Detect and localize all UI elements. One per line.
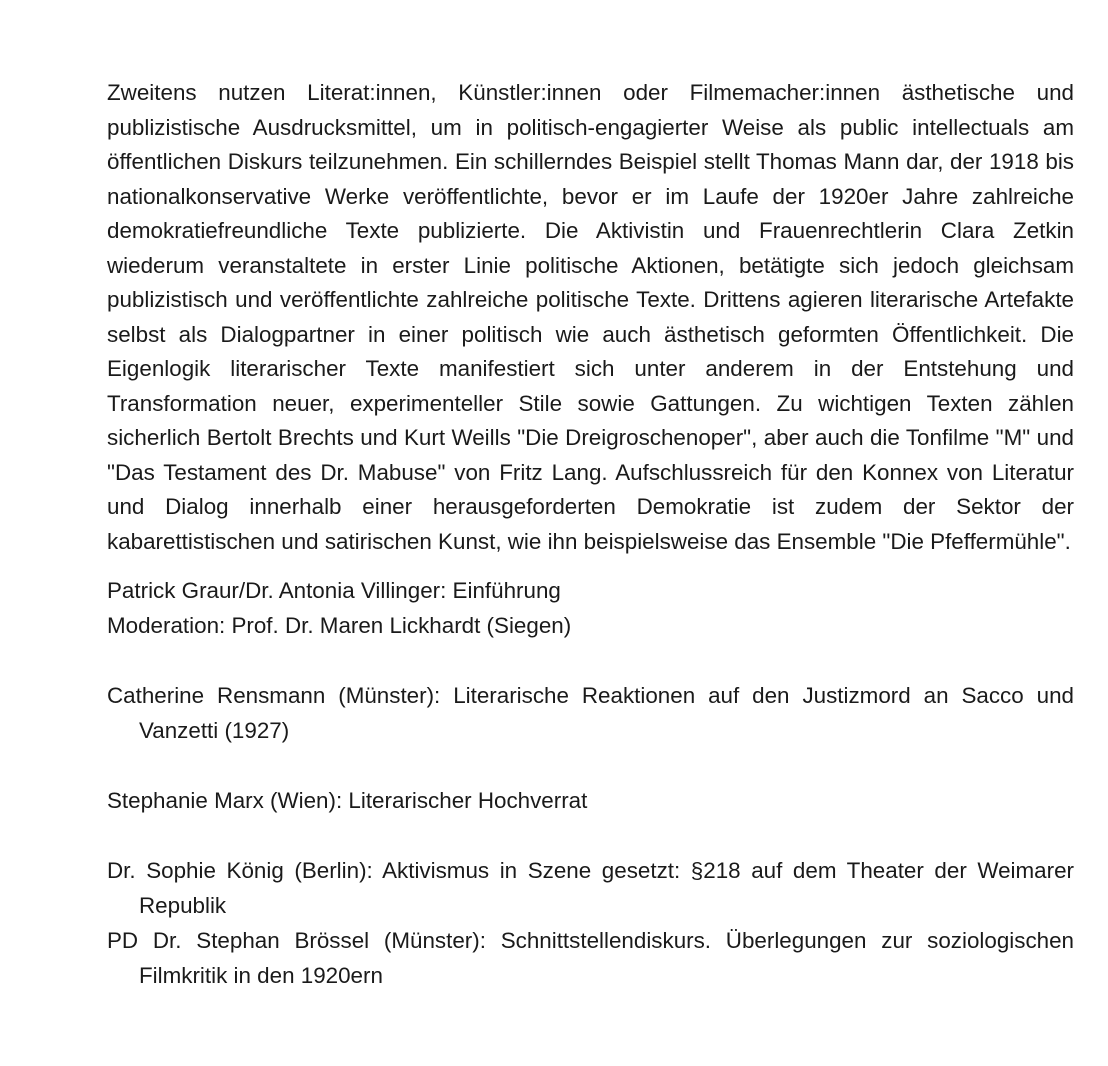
session-meta [107, 573, 1074, 643]
talk-item: Dr. Sophie König (Berlin): Aktivismus in Szene gesetzt: §218 auf dem Theater der Weimarer Republik [107, 858, 1074, 918]
intro-paragraph: Zweitens nutzen Literat:innen, Künstler:innen oder Filmemacher:innen ästhetische und publizistische Ausdrucksmittel, um in politisch-engagierter Weise als public intellectuals am öffentlichen Diskurs teilzunehmen. Ein schillerndes Beispiel stellt Thomas Mann dar, der 1918 bis nationalkonservative Werke veröffentlichte, bevor er im Laufe der 1920er Jahre zahlreiche demokratiefreundliche Texte publizierte. Die Aktivistin und Frauenrechtlerin Clara Zetkin wiederum veranstaltete in erster Linie politische Aktionen, betätigte sich jedoch gleichsam publizistisch und veröffentlichte zahlreiche politische Texte. Drittens agieren literarische Artefakte selbst als Dialogpartner in einer politisch wie auch ästhetisch geformten Öffentlichkeit. Die Eigenlogik literarischer Texte manifestiert sich unter anderem in der Entstehung und Transformation neuer, experimenteller Stile sowie Gattungen. Zu wichtigen Texten zählen sicherlich Bertolt Brechts und Kurt Weills "Die Dreigroschenoper", aber auch die Tonfilme "M" und "Das Testament des Dr. Mabuse" von Fritz Lang. Aufschlussreich für den Konnex von Literatur und Dialog innerhalb einer herausgeforderten Demokratie ist zudem der Sektor der kabarettistischen und satirischen Kunst, wie ihn beispielsweise das Ensemble "Die Pfeffermühle". [107, 80, 1074, 554]
introduction-line: Patrick Graur/Dr. Antonia Villinger: Einführung [107, 578, 561, 603]
talk-item: PD Dr. Stephan Brössel (Münster): Schnittstellendiskurs. Überlegungen zur soziologischen Filmkritik in den 1920ern [107, 928, 1074, 988]
talk-item: Stephanie Marx (Wien): Literarischer Hochverrat [107, 788, 588, 813]
moderation-line: Moderation: Prof. Dr. Maren Lickhardt (Siegen) [107, 613, 572, 638]
talk-list [107, 678, 1074, 993]
document-page [107, 76, 1074, 993]
talk-item: Catherine Rensmann (Münster): Literarische Reaktionen auf den Justizmord an Sacco und Vanzetti (1927) [107, 683, 1074, 743]
